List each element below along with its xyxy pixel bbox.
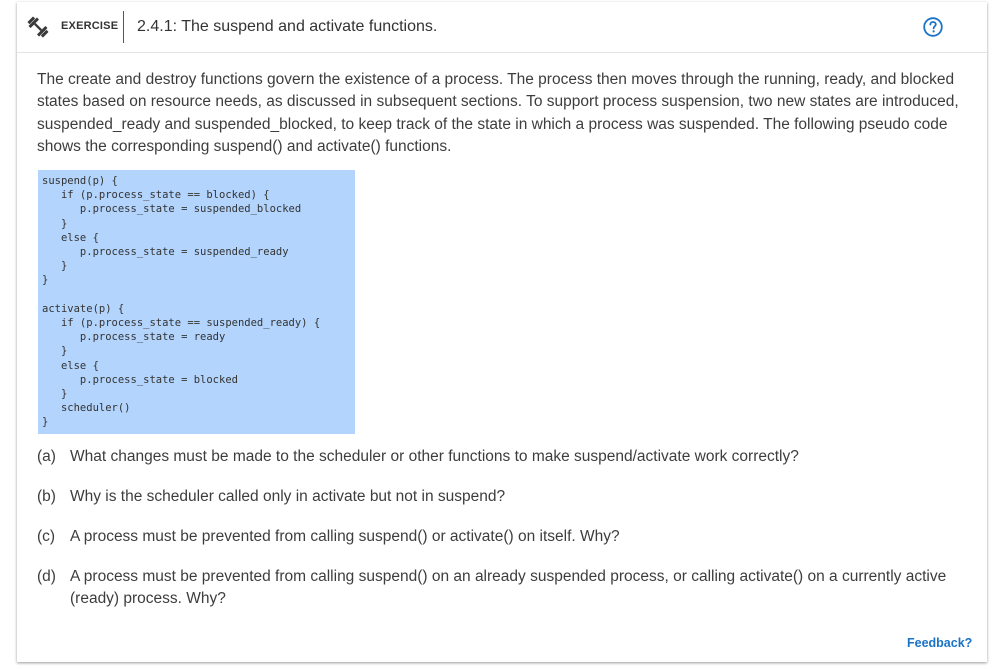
help-circle-icon[interactable]: [923, 17, 943, 37]
exercise-title: 2.4.1: The suspend and activate functions.: [137, 18, 438, 35]
feedback-link[interactable]: Feedback?: [907, 636, 973, 650]
question-mark: (b): [37, 488, 56, 505]
code-text: suspend(p) { if (p.process_state == blocked) { p.process_state = suspended_blocked } else { p.process_state = suspended_ready } } activate(p) { if (p.process_state == suspended_ready) { p.process_state = ready } else { p.process_state = blocked } scheduler() }: [42, 175, 321, 429]
question-text: A process must be prevented from calling suspend() or activate() on itself. Why?: [70, 528, 620, 545]
dumbbell-icon: [26, 15, 50, 39]
exercise-header: [17, 2, 987, 53]
question-mark: (d): [37, 568, 56, 585]
question-d: [37, 566, 982, 610]
question-mark: (c): [37, 528, 56, 545]
question-a: [37, 446, 982, 468]
question-c: [37, 526, 982, 548]
question-text: What changes must be made to the scheduler or other functions to make suspend/activate work correctly?: [70, 448, 799, 465]
question-list: [37, 446, 982, 628]
question-b: [37, 486, 982, 508]
exercise-label: EXERCISE: [61, 20, 119, 32]
code-block: [38, 170, 355, 434]
exercise-intro: The create and destroy functions govern the existence of a process. The process then moves through the running, ready, and blocked states based on resource needs, as discussed in subsequent sections. To support process suspension, two new states are introduced, suspended_ready and suspended_blocked, to keep track of the state in which a process was suspended. The following pseudo code shows the corresponding suspend() and activate() functions.: [37, 71, 959, 155]
question-text: A process must be prevented from calling suspend() on an already suspended process, or calling activate() on a currently active (ready) process. Why?: [70, 568, 947, 607]
question-mark: (a): [37, 448, 56, 465]
exercise-card: [17, 2, 987, 662]
question-text: Why is the scheduler called only in activate but not in suspend?: [70, 488, 506, 505]
header-divider: [123, 11, 124, 43]
